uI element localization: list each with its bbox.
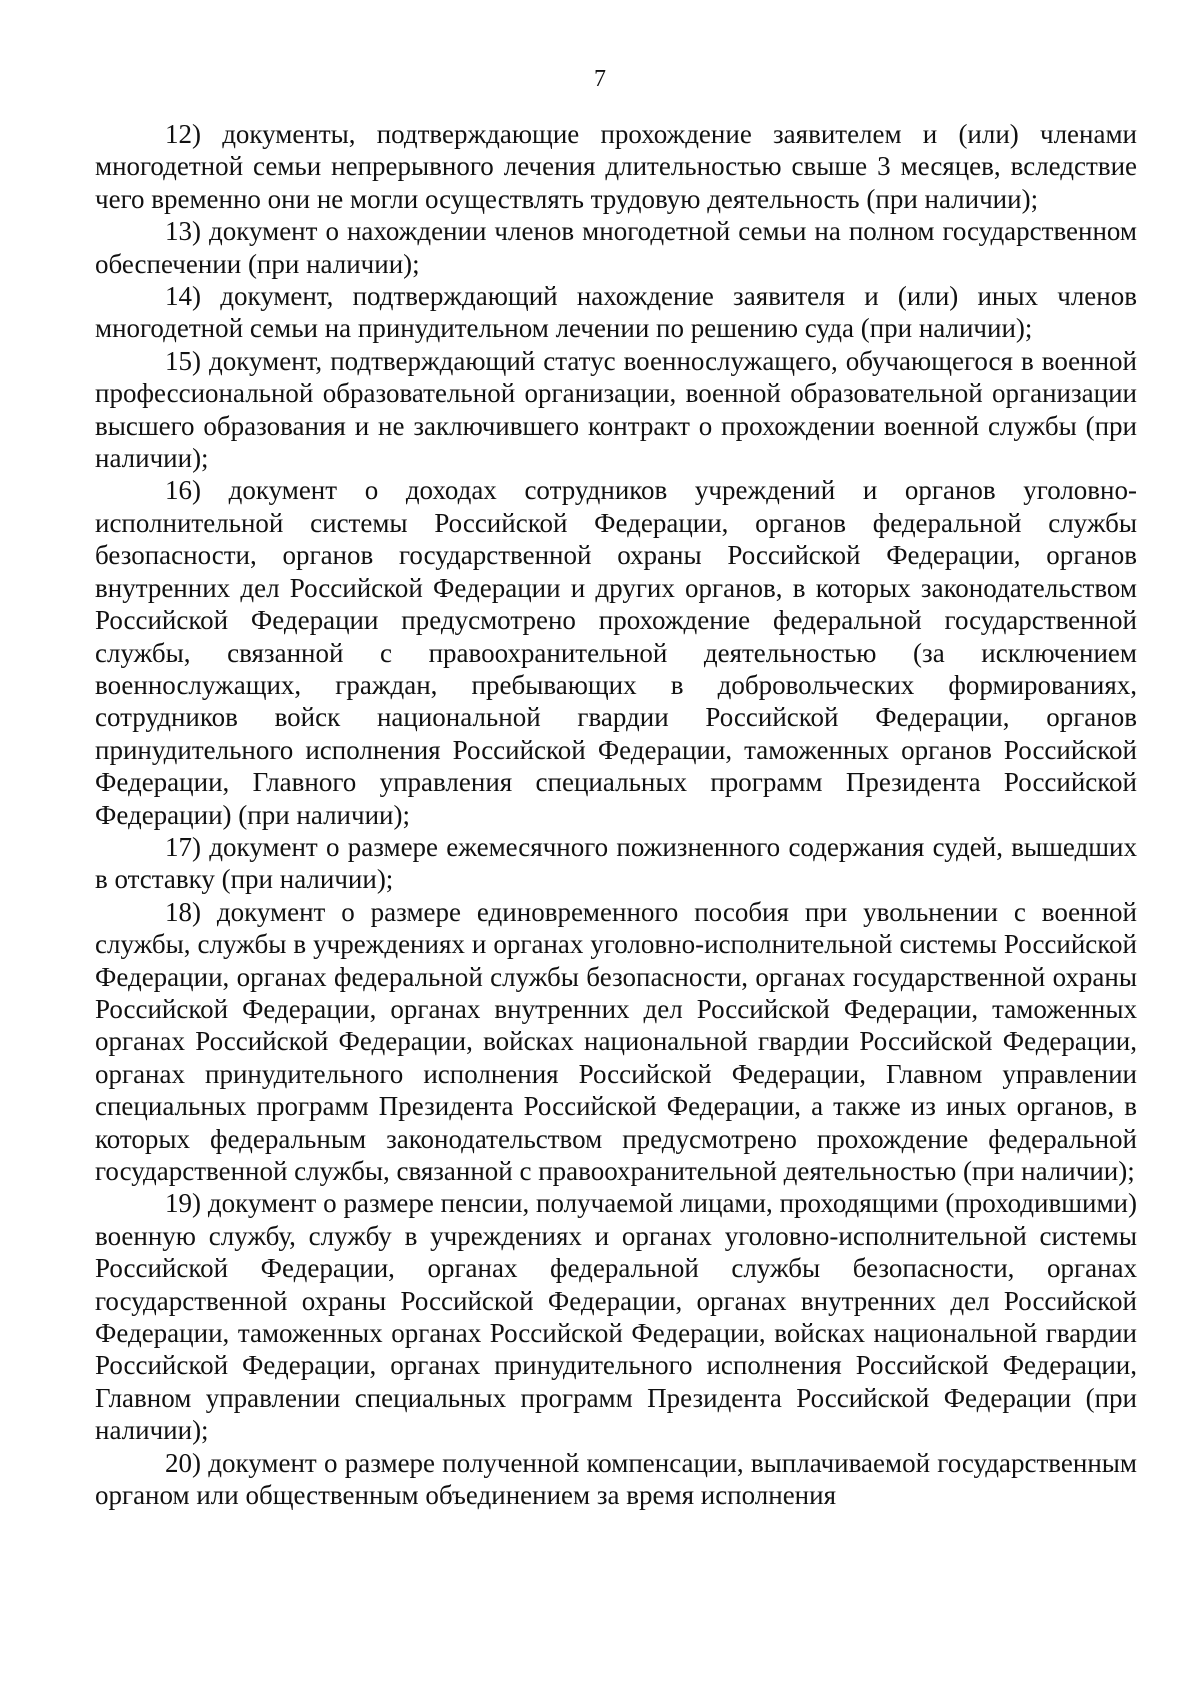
list-item-17: 17) документ о размере ежемесячного пожизненного содержания судей, вышедших в отставку (при наличии); <box>95 831 1137 895</box>
list-item-16: 16) документ о доходах сотрудников учреждений и органов уголовно-исполнительной системы Российской Федерации, органов федеральной службы безопасности, органов государственной охраны Российской Федерации, органов внутренних дел Российской Федерации и других органов, в которых законодательством Российской Федерации предусмотрено прохождение федеральной государственной службы, связанной с правоохранительной деятельностью (за исключением военнослужащих, граждан, пребывающих в добровольческих формированиях, сотрудников войск национальной гвардии Российской Федерации, органов принудительного исполнения Российской Федерации, таможенных органов Российской Федерации, Главного управления специальных программ Президента Российской Федерации) (при наличии); <box>95 475 1137 830</box>
list-item-15: 15) документ, подтверждающий статус военнослужащего, обучающегося в военной профессиональной образовательной организации, военной образовательной организации высшего образования и не заключившего контракт о прохождении военной службы (при наличии); <box>95 345 1137 474</box>
list-item-18: 18) документ о размере единовременного пособия при увольнении с военной службы, службы в учреждениях и органах уголовно-исполнительной системы Российской Федерации, органах федеральной службы безопасности, органах государственной охраны Российской Федерации, органах внутренних дел Российской Федерации, таможенных органах Российской Федерации, войсках национальной гвардии Российской Федерации, органах принудительного исполнения Российской Федерации, Главном управлении специальных программ Президента Российской Федерации, а также из иных органов, в которых федеральным законодательством предусмотрено прохождение федеральной государственной службы, связанной с правоохранительной деятельностью (при наличии); <box>95 896 1137 1186</box>
list-item-19: 19) документ о размере пенсии, получаемой лицами, проходящими (проходившими) военную службу, службу в учреждениях и органах уголовно-исполнительной системы Российской Федерации, органах федеральной службы безопасности, органах государственной охраны Российской Федерации, органах внутренних дел Российской Федерации, таможенных органах Российской Федерации, войсках национальной гвардии Российской Федерации, органах принудительного исполнения Российской Федерации, Главном управлении специальных программ Президента Российской Федерации (при наличии); <box>95 1188 1137 1446</box>
document-body <box>95 118 1137 1511</box>
list-item-20: 20) документ о размере полученной компенсации, выплачиваемой государственным органом или общественным объединением за время исполнения <box>95 1447 1137 1511</box>
list-item-14: 14) документ, подтверждающий нахождение заявителя и (или) иных членов многодетной семьи на принудительном лечении по решению суда (при наличии); <box>95 281 1137 344</box>
list-item-13: 13) документ о нахождении членов многодетной семьи на полном государственном обеспечении (при наличии); <box>95 216 1137 279</box>
list-item-12: 12) документы, подтверждающие прохождение заявителем и (или) членами многодетной семьи непрерывного лечения длительностью свыше 3 месяцев, вследствие чего временно они не могли осуществлять трудовую деятельность (при наличии); <box>95 119 1137 214</box>
page-number: 7 <box>594 66 606 92</box>
